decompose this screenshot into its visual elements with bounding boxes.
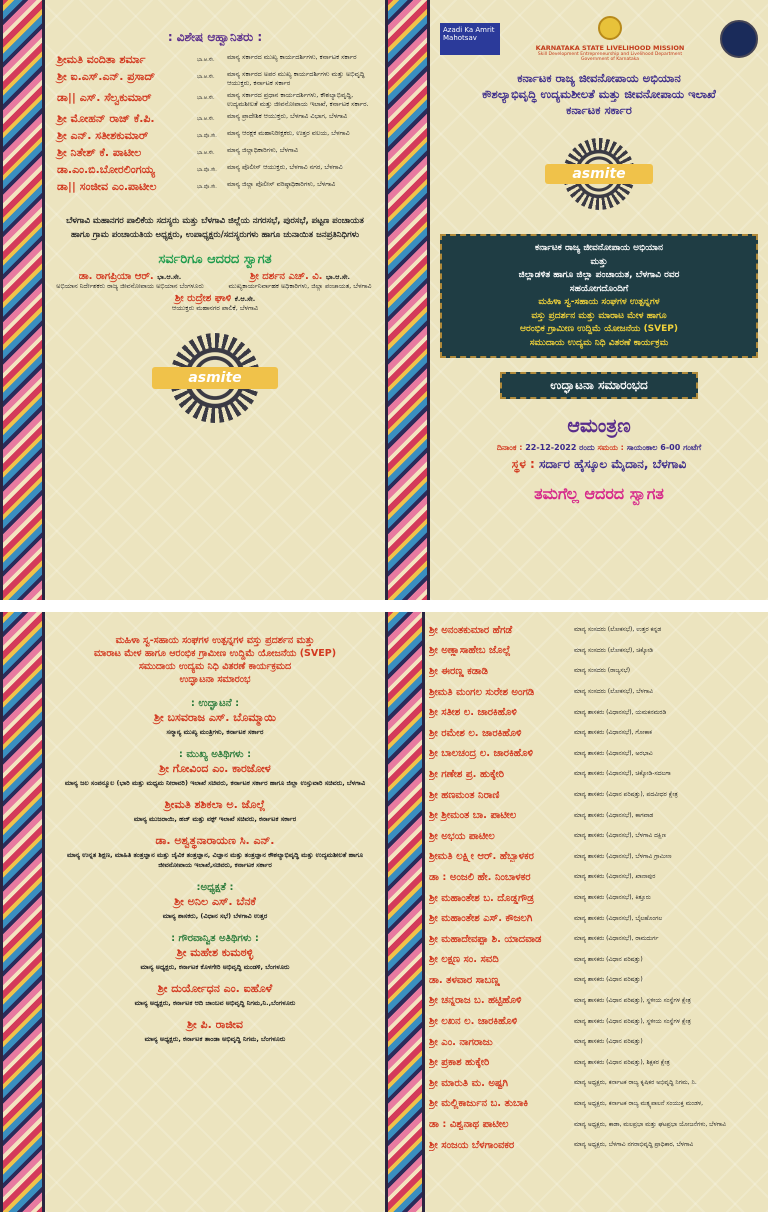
member-name: ಶ್ರೀ ಹಣಮಂತ ನಿರಾಣಿ (429, 789, 500, 801)
special-invitee-row (57, 91, 385, 109)
date-value: 22-12-2022 ರಂದು (525, 443, 595, 452)
member-row (425, 929, 768, 950)
asmite-logo (45, 333, 385, 423)
member-name: ಶ್ರೀ ಸತೀಶ ಲ. ಜಾರಕಿಹೊಳಿ (429, 707, 517, 719)
member-desc: ಮಾನ್ಯ ಶಾಸಕರು (ವಿಧಾನ ಪರಿಷತ್ತು), ಪದವೀಧರ ಕ್ಷೇತ್ರ (574, 791, 678, 799)
organizers-box (440, 234, 758, 358)
cover-title-1: ಕರ್ನಾಟಕ ರಾಜ್ಯ ಜೀವನೋಪಾಯ ಅಭಿಯಾನ (517, 71, 681, 85)
special-invitee-row (57, 146, 385, 160)
invitee-desc: ಮಾನ್ಯ ಜಿಲ್ಲಾಧಿಕಾರಿಗಳು, ಬೆಳಗಾವಿ (227, 146, 299, 154)
invitee-title: ಭಾ.ಆ.ಸೇ. (197, 74, 215, 80)
member-desc: ಮಾನ್ಯ ಸಂಸದರು (ರಾಜ್ಯಸಭೆ) (574, 667, 631, 675)
special-invitees-heading: : ವಿಶೇಷ ಆಹ್ವಾನಿತರು : (167, 30, 263, 44)
guest-name: ಶ್ರೀ ಗೋವಿಂದ ಎಂ. ಕಾರಜೋಳ (159, 762, 271, 775)
special-invitees-panel (45, 0, 385, 600)
date-time-line (430, 443, 768, 453)
host-2 (225, 271, 375, 291)
invitee-name: ಶ್ರೀ ಮೋಹನ್ ರಾಜ್ ಕೆ.ಪಿ. (57, 112, 155, 125)
host-desc: ಆಯುಕ್ತರು ಮಹಾನಗರ ಪಾಲಿಕೆ, ಬೆಳಗಾವಿ (171, 304, 259, 312)
member-row (425, 908, 768, 929)
member-row (425, 847, 768, 868)
invitee-desc: ಮಾನ್ಯ ಆರಕ್ಷಕ ಮಹಾನಿರೀಕ್ಷಕರು, ಉತ್ತರ ವಲಯ, ಬೆಳಗಾವಿ (227, 129, 350, 137)
member-desc: ಮಾನ್ಯ ಶಾಸಕರು (ವಿಧಾನಸಭೆ), ಬೆಳಗಾವಿ ದಕ್ಷಿಣ (574, 832, 667, 840)
guest-desc: ಮಾನ್ಯ ಅಧ್ಯಕ್ಷರು, ಕರ್ನಾಟಕ ಕೊಳಗೇರಿ ಅಭಿವೃದ್ಧಿ ಮಂಡಳಿ, ಬೆಂಗಳೂರು (140, 963, 290, 971)
member-desc: ಮಾನ್ಯ ಸಂಸದರು (ಲೋಕಸಭೆ), ಉತ್ತರ ಕನ್ನಡ (574, 626, 662, 634)
guest-name: ಶ್ರೀ ಬಸವರಾಜ ಎಸ್. ಬೊಮ್ಮಾಯಿ (154, 711, 276, 724)
member-row (425, 1011, 768, 1032)
special-invitee-row (57, 70, 385, 88)
host-1 (55, 271, 205, 291)
member-row (425, 682, 768, 703)
special-invitee-row (57, 163, 385, 177)
member-name: ಶ್ರೀ ಮಲ್ಲಿಕಾರ್ಜುನ ಬ. ತುಬಾಕಿ (429, 1098, 529, 1110)
ksl-mission-block (536, 16, 685, 62)
member-name: ಶ್ರೀ ಪ್ರಕಾಶ ಹುಕ್ಕೇರಿ (429, 1057, 490, 1069)
invitee-desc: ಮಾನ್ಯ ಸರ್ಕಾರದ ಮುಖ್ಯ ಕಾರ್ಯದರ್ಶಿಗಳು, ಕರ್ನಾಟಕ ಸರ್ಕಾರ (227, 53, 357, 61)
guest-name: ಶ್ರೀ ಅನಿಲ ಎಸ್. ಬೆನಕೆ (174, 895, 256, 908)
program-sections (45, 698, 385, 1044)
inauguration-label: ಉದ್ಘಾಟನಾ ಸಮಾರಂಭದ (500, 372, 698, 399)
cover-welcome: ತಮಗೆಲ್ಲ ಆದರದ ಸ್ವಾಗತ (534, 484, 664, 503)
member-name: ಡಾ. ತಳವಾರ ಸಾಬಣ್ಣ (429, 974, 500, 986)
member-name: ಶ್ರೀ ಎಂ. ನಾಗರಾಜು (429, 1036, 493, 1048)
guest-desc: ಮಾನ್ಯ ಜಲ ಸಂಪನ್ಮೂಲ (ಭಾರಿ ಮತ್ತು ಮಧ್ಯಮ ನೀರಾವರಿ) ಇಲಾಖೆ ಸಚಿವರು, ಕರ್ನಾಟಕ ಸರ್ಕಾರ ಹಾಗೂ ಜಿಲ್ಲಾ ಉಸ್ತುವಾರಿ ಸಚಿವರು, ಬೆಳಗಾವಿ (64, 779, 366, 787)
decorative-border-left-top (0, 0, 45, 600)
section-heading: : ಗೌರವಾನ್ವಿತ ಅತಿಥಿಗಳು : (171, 933, 259, 944)
member-name: ಶ್ರೀ ಬಾಲಚಂದ್ರ ಲ. ಜಾರಕಿಹೊಳಿ (429, 748, 533, 760)
host-name: ಶ್ರೀ ದರ್ಶನ ಎಚ್. ವಿ. (250, 271, 323, 282)
guest-name: ಶ್ರೀ ದುರ್ಯೋಧನ ಎಂ. ಐಹೊಳೆ (157, 982, 273, 995)
mission-seal-icon (720, 20, 758, 58)
invitee-name: ಡಾ|| ಎಸ್. ಸೆಲ್ವಕುಮಾರ್ (57, 91, 152, 104)
member-row (425, 991, 768, 1012)
mandala-icon: asmite (170, 333, 260, 423)
member-name: ಶ್ರೀಮತಿ ಮಂಗಲ ಸುರೇಶ ಅಂಗಡಿ (429, 686, 535, 698)
invitee-name: ಶ್ರೀ ಐ.ಎಸ್.ಎನ್. ಪ್ರಸಾದ್ (57, 70, 156, 83)
member-desc: ಮಾನ್ಯ ಶಾಸಕರು (ವಿಧಾನ ಪರಿಷತ್ತು) (574, 976, 643, 984)
members-list (425, 620, 768, 1155)
member-row (425, 888, 768, 909)
box-event-line: ಸಮುದಾಯ ಉದ್ಯಮ ನಿಧಿ ವಿತರಣೆ ಕಾರ್ಯಕ್ರಮ (529, 337, 669, 348)
box-line: ಕರ್ನಾಟಕ ರಾಜ್ಯ ಜೀವನೋಪಾಯ ಅಭಿಯಾನ (535, 243, 663, 253)
decorative-border-middle-bottom (385, 612, 425, 1212)
venue-line (430, 457, 768, 472)
member-row (425, 1135, 768, 1156)
invitee-title: ಭಾ.ಆ.ಸೇ. (197, 57, 215, 63)
guest-desc: ಮಾನ್ಯ ಅಧ್ಯಕ್ಷರು, ಕರ್ನಾಟಕ ಆದಿ ಜಾಂಬವ ಅಭಿವೃದ್ಧಿ ನಿಗಮ,ನಿ.,ಬೆಂಗಳೂರು (134, 999, 296, 1007)
host-name: ಡಾ. ರಾಗಪ್ರಿಯಾ ಆರ್. (78, 271, 154, 282)
member-name: ಶ್ರೀ ಗಣೇಶ ಪ್ರ. ಹುಕ್ಕೇರಿ (429, 768, 505, 780)
member-row (425, 723, 768, 744)
host-name: ಶ್ರೀ ರುದ್ರೇಶ ಘಾಳಿ (174, 293, 232, 304)
venue-value: ಸರ್ದಾರ ಹೈಸ್ಕೂಲ ಮೈದಾನ, ಬೆಳಗಾವಿ (539, 457, 687, 471)
member-row (425, 785, 768, 806)
member-row (425, 1052, 768, 1073)
invitee-title: ಭಾ.ಆ.ಸೇ. (197, 150, 215, 156)
host-title: ಭಾ.ಆ.ಸೇ. (325, 273, 350, 281)
time-value: ಸಾಯಂಕಾಲ 6-00 ಗಂಟೆಗೆ (626, 443, 702, 452)
member-row (425, 1094, 768, 1115)
special-invitee-row (57, 112, 385, 126)
guest-name: ಡಾ. ಅಶ್ವತ್ಥನಾರಾಯಣ ಸಿ. ಎನ್. (155, 834, 275, 847)
section-heading: : ಮುಖ್ಯ ಅತಿಥಿಗಳು : (178, 749, 252, 760)
member-name: ಶ್ರೀ ಮಹಾಂತೇಶ ಬ. ದೊಡ್ಡಗೌಡ್ರ (429, 892, 534, 904)
member-desc: ಮಾನ್ಯ ಶಾಸಕರು (ವಿಧಾನಸಭೆ), ಕಿತ್ತೂರು (574, 894, 651, 902)
date-label: ದಿನಾಂಕ : (496, 443, 523, 452)
members-note: ಬೆಳಗಾವಿ ಮಹಾನಗರ ಪಾಲಿಕೆಯ ಸದಸ್ಯರು ಮತ್ತು ಬೆಳಗಾವಿ ಜಿಲ್ಲೆಯ ನಗರಸಭೆ, ಪುರಸಭೆ, ಪಟ್ಟಣ ಪಂಚಾಯತ ಹಾಗೂ ಗ್ರಾಮ ಪಂಚಾಯತಿಯ ಅಧ್ಯಕ್ಷರು, ಉಪಾಧ್ಯಕ್ಷರು/ಸದಸ್ಯರುಗಳು ಹಾಗೂ ಚುನಾಯಿತ ಜನಪ್ರತಿನಿಧಿಗಳು (66, 216, 364, 240)
member-row (425, 620, 768, 641)
member-name: ಡಾ : ವಿಶ್ವನಾಥ ಪಾಟೀಲ (429, 1119, 509, 1131)
member-desc: ಮಾನ್ಯ ಅಧ್ಯಕ್ಷರು, ಬೆಳಗಾವಿ ನಗರಾಭಿವೃದ್ಧಿ ಪ್ರಾಧಿಕಾರ, ಬೆಳಗಾವಿ (574, 1141, 694, 1149)
section-heading: :ಅಧ್ಯಕ್ಷತೆ : (196, 882, 234, 893)
decorative-border-middle-top (385, 0, 430, 600)
box-event-line: ಮಹಿಳಾ ಸ್ವ-ಸಹಾಯ ಸಂಘಗಳ ಉತ್ಪನ್ನಗಳ (538, 297, 660, 307)
box-event-line: ವಸ್ತು ಪ್ರದರ್ಶನ ಮತ್ತು ಮಾರಾಟ ಮೇಳ ಹಾಗೂ (531, 310, 667, 321)
guest-desc: ಸನ್ಮಾನ್ಯ ಮುಖ್ಯ ಮಂತ್ರಿಗಳು, ಕರ್ನಾಟಕ ಸರ್ಕಾರ (166, 728, 264, 736)
member-desc: ಮಾನ್ಯ ಶಾಸಕರು (ವಿಧಾನಸಭೆ), ಅರಭಾವಿ (574, 749, 653, 757)
venue-label: ಸ್ಥಳ : (511, 457, 535, 471)
member-name: ಶ್ರೀ ಅಣ್ಣಾಸಾಹೇಬ ಜೊಲ್ಲೆ (429, 645, 511, 657)
decorative-border-left-bottom (0, 612, 45, 1212)
section-heading: : ಉದ್ಘಾಟನೆ : (190, 698, 240, 709)
cover-title-3: ಕರ್ನಾಟಕ ಸರ್ಕಾರ (566, 103, 632, 117)
invitee-name: ಶ್ರೀ ನಿತೇಶ್ ಕೆ. ಪಾಟೀಲ (57, 146, 142, 159)
box-event-line: ಆರಂಭಿಕ ಗ್ರಾಮೀಣ ಉದ್ದಿಮೆ ಯೋಜನೆಯ (SVEP) (520, 324, 678, 334)
program-panel (45, 612, 385, 1212)
org-department: Skill Development Entrepreneurship and Livelihood Department (537, 52, 683, 57)
member-desc: ಮಾನ್ಯ ಅಧ್ಯಕ್ಷರು, ಕರ್ನಾಟಕ ರಾಜ್ಯ ಕೃಷಿಕರ ಅಭಿವೃದ್ಧಿ ನಿಗಮ, ನಿ. (574, 1079, 697, 1087)
intro-line: ಮಹಿಳಾ ಸ್ವ-ಸಹಾಯ ಸಂಘಗಳ ಉತ್ಪನ್ನಗಳ ವಸ್ತು ಪ್ರದರ್ಶನ ಮತ್ತು (115, 635, 315, 646)
invitee-desc: ಮಾನ್ಯ ಜಿಲ್ಲಾ ಪೊಲೀಸ್ ವರಿಷ್ಠಾಧಿಕಾರಿಗಳು, ಬೆಳಗಾವಿ (227, 180, 336, 188)
invitee-desc: ಮಾನ್ಯ ಸರ್ಕಾರದ ಅಪರ ಮುಖ್ಯ ಕಾರ್ಯದರ್ಶಿಗಳು ಮತ್ತು ಅಭಿವೃದ್ಧಿ ಆಯುಕ್ತರು, ಕರ್ನಾಟಕ ಸರ್ಕಾರ (227, 70, 365, 87)
time-label: ಸಮಯ : (597, 443, 624, 452)
member-row (425, 764, 768, 785)
member-desc: ಮಾನ್ಯ ಸಂಸದರು (ಲೋಕಸಭೆ), ಚಿಕ್ಕೋಡಿ (574, 646, 654, 654)
member-row (425, 970, 768, 991)
host-desc: ಅಭಿಯಾನ ನಿರ್ದೇಶಕರು ರಾಜ್ಯ ಜೀವನೋಪಾಯ ಅಭಿಯಾನ ಬೆಂಗಳೂರು (56, 282, 204, 290)
invitee-name: ಡಾ|| ಸಂಜೀವ ಎಂ.ಪಾಟೀಲ (57, 180, 157, 193)
invitee-name: ಡಾ.ಎಂ.ಬಿ.ಬೋರಲಿಂಗಯ್ಯ (57, 163, 155, 176)
host-title: ಭಾ.ಆ.ಸೇ. (157, 273, 182, 281)
special-invitee-row (57, 180, 385, 194)
special-invitee-row (57, 129, 385, 143)
intro-line: ಮಾರಾಟ ಮೇಳ ಹಾಗೂ ಆರಂಭಿಕ ಗ್ರಾಮೀಣ ಉದ್ದಿಮೆ ಯೋಜನೆಯ (SVEP) (93, 648, 337, 659)
member-row (425, 867, 768, 888)
invitation-title: ಆಮಂತ್ರಣ (567, 415, 631, 437)
member-desc: ಮಾನ್ಯ ಶಾಸಕರು (ವಿಧಾನಸಭೆ), ಕಾಗವಾಡ (574, 811, 654, 819)
invitee-name: ಶ್ರೀ ಎನ್. ಸತೀಶಕುಮಾರ್ (57, 129, 149, 142)
guest-name: ಶ್ರೀ ಮಹೇಶ ಕುಮಠಳ್ಳಿ (176, 946, 254, 959)
invitee-desc: ಮಾನ್ಯ ಪೊಲೀಸ್ ಆಯುಕ್ತರು, ಬೆಳಗಾವಿ ನಗರ, ಬೆಳಗಾವಿ (227, 163, 343, 171)
member-name: ಶ್ರೀ ಮಾರುತಿ ಮ. ಅಷ್ಟಗಿ (429, 1077, 508, 1089)
guest-desc: ಮಾನ್ಯ ಅಧ್ಯಕ್ಷರು, ಕರ್ನಾಟಕ ತಾಂಡಾ ಅಭಿವೃದ್ಧಿ ನಿಗಮ, ಬೆಂಗಳೂರು (144, 1035, 286, 1043)
member-name: ಶ್ರೀ ಅಭಯ ಪಾಟೀಲ (429, 830, 495, 842)
member-name: ಶ್ರೀ ಶ್ರೀಮಂತ ಬಾ. ಪಾಟೀಲ (429, 810, 517, 822)
invitee-title: ಭಾ.ಆ.ಸೇ. (197, 95, 215, 101)
member-desc: ಮಾನ್ಯ ಅಧ್ಯಕ್ಷರು, ಕರ್ನಾಟಕ ರಾಜ್ಯ ಮತ್ಸ್ಯಪಾಲನೆ ಸಂಯುಕ್ತ ಮಂಡಳ, (574, 1099, 704, 1107)
member-desc: ಮಾನ್ಯ ಶಾಸಕರು (ವಿಧಾನಸಭೆ), ರಾಮದುರ್ಗ (574, 935, 659, 943)
invitee-title: ಭಾ.ಪೊ.ಸೇ. (197, 167, 217, 173)
member-desc: ಮಾನ್ಯ ಶಾಸಕರು (ವಿಧಾನ ಪರಿಷತ್ತು) (574, 1038, 643, 1046)
member-row (425, 950, 768, 971)
member-desc: ಮಾನ್ಯ ಶಾಸಕರು (ವಿಧಾನ ಪರಿಷತ್ತು), ಶಿಕ್ಷಕರ ಕ್ಷೇತ್ರ (574, 1058, 670, 1066)
guest-desc: ಮಾನ್ಯ ಮುಜರಾಯಿ, ಹಜ್ ಮತ್ತು ವಕ್ಫ್ ಇಲಾಖೆ ಸಚಿವರು, ಕರ್ನಾಟಕ ಸರ್ಕಾರ (133, 815, 297, 823)
azadi-ka-amrit-mahotsav-logo: Azadi Ka Amrit Mahotsav (440, 23, 500, 55)
cover-panel (430, 0, 768, 600)
invitee-title: ಭಾ.ಪೊ.ಸೇ. (197, 133, 217, 139)
member-desc: ಮಾನ್ಯ ಶಾಸಕರು (ವಿಧಾನಸಭೆ), ಯಮಕನಮರಡಿ (574, 708, 667, 716)
box-line: ಮತ್ತು (590, 256, 608, 267)
member-name: ಶ್ರೀಮತಿ ಲಕ್ಷ್ಮೀ ಆರ್. ಹೆಬ್ಬಾಳಕರ (429, 851, 534, 863)
members-panel (425, 612, 768, 1212)
member-desc: ಮಾನ್ಯ ಅಧ್ಯಕ್ಷರು, ಕಾಡಾ, ಮಲಪ್ರಭಾ ಮತ್ತು ಘಟಪ್ರಭಾ ಯೋಜನೆಗಳು, ಬೆಳಗಾವಿ (574, 1120, 727, 1128)
member-desc: ಮಾನ್ಯ ಶಾಸಕರು (ವಿಧಾನ ಪರಿಷತ್ತು), ಸ್ಥಳೀಯ ಸಂಸ್ಥೆಗಳ ಕ್ಷೇತ್ರ (574, 996, 691, 1004)
guest-desc: ಮಾನ್ಯ ಶಾಸಕರು, (ವಿಧಾನ ಸಭೆ) ಬೆಳಗಾವಿ ಉತ್ತರ (162, 912, 268, 920)
member-desc: ಮಾನ್ಯ ಶಾಸಕರು (ವಿಧಾನ ಪರಿಷತ್ತು), ಸ್ಥಳೀಯ ಸಂಸ್ಥೆಗಳ ಕ್ಷೇತ್ರ (574, 1017, 691, 1025)
karnataka-emblem-icon (598, 16, 622, 40)
member-row (425, 702, 768, 723)
member-row (425, 805, 768, 826)
member-name: ಶ್ರೀ ಲಖನ ಲ. ಜಾರಕಿಹೊಳಿ (429, 1016, 518, 1028)
invitee-name: ಶ್ರೀಮತಿ ವಂದಿತಾ ಶರ್ಮಾ (57, 53, 146, 66)
host-title: ಕೆ.ಆ.ಸೇ. (234, 295, 256, 303)
member-desc: ಮಾನ್ಯ ಸಂಸದರು (ಲೋಕಸಭೆ), ಬೆಳಗಾವಿ (574, 688, 654, 696)
member-desc: ಮಾನ್ಯ ಶಾಸಕರು (ವಿಧಾನಸಭೆ), ಚಿಕ್ಕೋಡಿ-ಸದಲಗಾ (574, 770, 671, 778)
special-invitee-row (57, 53, 385, 67)
org-name: KARNATAKA STATE LIVELIHOOD MISSION (535, 44, 685, 52)
member-name: ಶ್ರೀ ಈರಣ್ಣ ಕಡಾಡಿ (429, 665, 488, 677)
intro-line: ಸಮುದಾಯ ಉದ್ಯಮ ನಿಧಿ ವಿತರಣೆ ಕಾರ್ಯಕ್ರಮದ (138, 661, 292, 672)
box-line: ಸಹಯೋಗದೊಂದಿಗೆ (569, 283, 629, 294)
member-name: ಡಾ : ಅಂಜಲಿ ಹೇ. ನಿಂಬಾಳಕರ (429, 871, 531, 883)
invitee-desc: ಮಾನ್ಯ ಸರ್ಕಾರದ ಪ್ರಧಾನ ಕಾರ್ಯದರ್ಶಿಗಳು, ಕೌಶಲ್ಯಾಭಿವೃದ್ಧಿ, ಉದ್ಯಮಶೀಲತೆ ಮತ್ತು ಜೀವನೋಪಾಯ ಇಲಾಖೆ, ಕರ್ನಾಟಕ ಸರ್ಕಾರ. (227, 91, 369, 108)
special-invitees-list (45, 53, 385, 194)
guest-name: ಶ್ರೀಮತಿ ಶಶಿಕಲಾ ಅ. ಜೊಲ್ಲೆ (164, 798, 266, 811)
member-name: ಶ್ರೀ ಮಹಾದೇವಪ್ಪಾ ಶಿ. ಯಾದವಾಡ (429, 933, 542, 945)
member-name: ಶ್ರೀ ಸಂಜಯ ಬೆಳಗಾಂವಕರ (429, 1139, 515, 1151)
member-name: ಶ್ರೀ ಲಕ್ಷ್ಮಣ ಸಂ. ಸವದಿ (429, 954, 499, 966)
member-desc: ಮಾನ್ಯ ಶಾಸಕರು (ವಿಧಾನ ಪರಿಷತ್ತು) (574, 955, 643, 963)
member-name: ಶ್ರೀ ರಮೇಶ ಲ. ಜಾರಕಿಹೊಳಿ (429, 727, 522, 739)
member-desc: ಮಾನ್ಯ ಶಾಸಕರು (ವಿಧಾನಸಭೆ), ಖಾನಾಪುರ (574, 873, 656, 881)
invitee-title: ಭಾ.ಪೊ.ಸೇ. (197, 184, 217, 190)
invitee-desc: ಮಾನ್ಯ ಪ್ರಾದೇಶಿಕ ಆಯುಕ್ತರು, ಬೆಳಗಾವಿ ವಿಭಾಗ, ಬೆಳಗಾವಿ (227, 112, 348, 120)
member-row (425, 661, 768, 682)
box-line: ಜಿಲ್ಲಾಡಳಿತ ಹಾಗೂ ಜಿಲ್ಲಾ ಪಂಚಾಯತ, ಬೆಳಗಾವಿ ರವರ (518, 270, 680, 280)
org-government: Government of Karnataka (580, 57, 640, 62)
welcome-all: ಸರ್ವರಿಗೂ ಆದರದ ಸ್ವಾಗತ (158, 252, 272, 267)
member-name: ಶ್ರೀ ಮಹಾಂತೇಶ ಎಸ್. ಕೌಜಲಗಿ (429, 913, 533, 925)
mandala-icon: asmite (563, 138, 635, 210)
member-row (425, 1032, 768, 1053)
member-row (425, 1073, 768, 1094)
host-desc: ಮುಖ್ಯಕಾರ್ಯನಿರ್ವಾಹಕ ಅಧಿಕಾರಿಗಳು, ಜಿಲ್ಲಾ ಪಂಚಾಯತ, ಬೆಳಗಾವಿ (228, 282, 372, 290)
member-row (425, 826, 768, 847)
member-name: ಶ್ರೀ ಚನ್ನರಾಜ ಬ. ಹಟ್ಟಿಹೊಳಿ (429, 995, 522, 1007)
invitee-title: ಭಾ.ಆ.ಸೇ. (197, 116, 215, 122)
asmite-logo (430, 138, 768, 210)
member-name: ಶ್ರೀ ಅನಂತಕುಮಾರ ಹೆಗಡೆ (429, 624, 513, 636)
member-desc: ಮಾನ್ಯ ಶಾಸಕರು (ವಿಧಾನಸಭೆ), ಬೈಲಹೊಂಗಲ (574, 914, 663, 922)
member-desc: ಮಾನ್ಯ ಶಾಸಕರು (ವಿಧಾನಸಭೆ), ಗೋಕಾಕ (574, 729, 652, 737)
member-row (425, 1114, 768, 1135)
intro-line: ಉದ್ಘಾಟನಾ ಸಮಾರಂಭ (179, 674, 251, 685)
guest-desc: ಮಾನ್ಯ ಉನ್ನತ ಶಿಕ್ಷಣ, ಮಾಹಿತಿ ತಂತ್ರಜ್ಞಾನ ಮತ್ತು ಜೈವಿಕ ತಂತ್ರಜ್ಞಾನ, ವಿಜ್ಞಾನ ಮತ್ತು ತಂತ್ರಜ್ಞಾನ ಕೌಶಲ್ಯಾಭಿವೃದ್ಧಿ ಮತ್ತು ಉದ್ಯಮಶೀಲತೆ ಹಾಗೂ ಜೀವನೋಪಾಯ ಇಲಾಖೆ,ಸಚಿವರು, ಕರ್ನಾಟಕ ಸರ್ಕಾರ (66, 851, 364, 869)
host-3 (140, 293, 290, 313)
member-desc: ಮಾನ್ಯ ಶಾಸಕರು (ವಿಧಾನಸಭೆ), ಬೆಳಗಾವಿ ಗ್ರಾಮೀಣ (574, 852, 672, 860)
member-row (425, 641, 768, 662)
guest-name: ಶ್ರೀ ಪಿ. ರಾಜೀವ (187, 1018, 243, 1031)
cover-title-2: ಕೌಶಲ್ಯಾಭಿವೃದ್ಧಿ ಉದ್ಯಮಶೀಲತೆ ಮತ್ತು ಜೀವನೋಪಾಯ ಇಲಾಖೆ (482, 87, 716, 101)
member-row (425, 744, 768, 765)
